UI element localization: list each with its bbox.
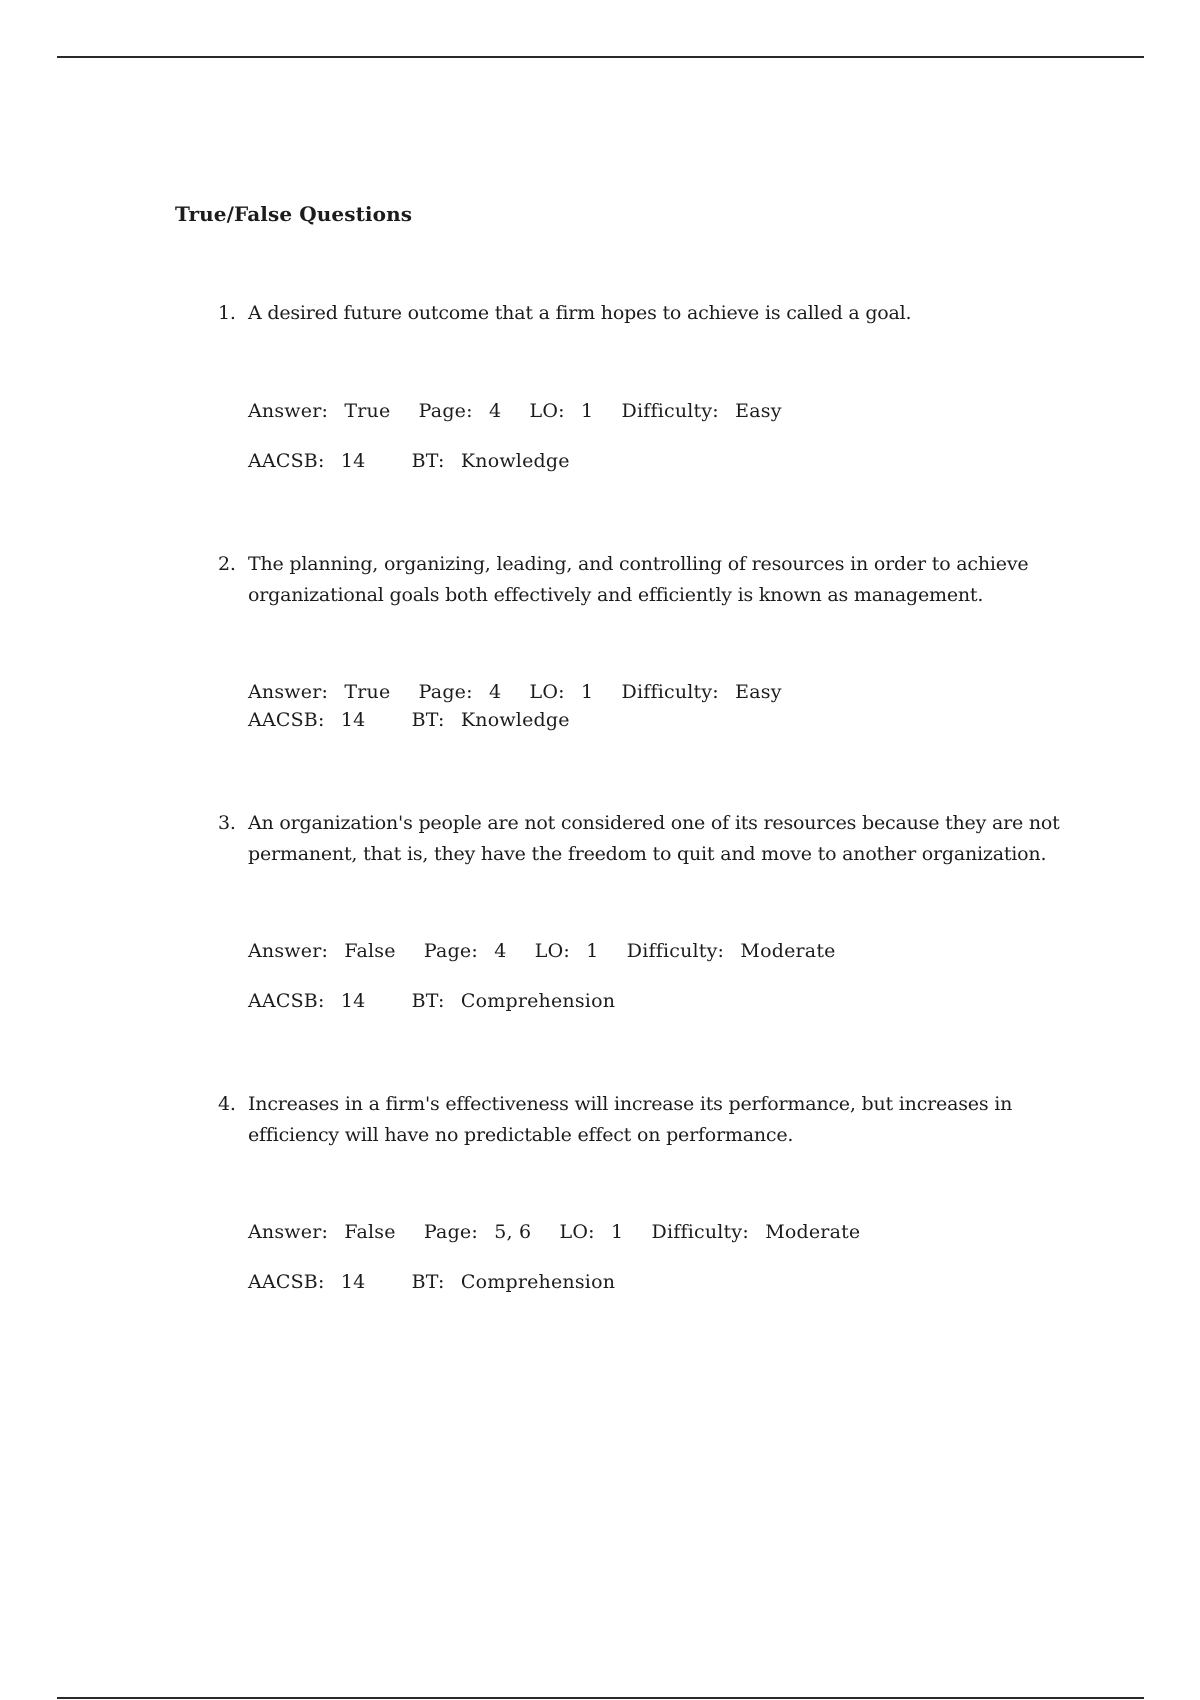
bt-label: BT: bbox=[411, 990, 445, 1012]
question-row bbox=[218, 298, 1098, 329]
classification-line bbox=[248, 1271, 615, 1293]
question-row bbox=[218, 549, 1098, 611]
bt-value: Comprehension bbox=[460, 990, 616, 1012]
lo-value: 1 bbox=[580, 400, 594, 422]
bt-label: BT: bbox=[411, 709, 445, 731]
question-text: An organization's people are not considered one of its resources because they are not permanent, that is, they have the freedom to quit and move to another organization. bbox=[248, 812, 1060, 865]
aacsb-value: 14 bbox=[340, 709, 366, 731]
answer-value: False bbox=[344, 1221, 396, 1243]
bt-value: Comprehension bbox=[460, 1271, 616, 1293]
aacsb-value: 14 bbox=[340, 990, 366, 1012]
page-label: Page: bbox=[423, 1221, 478, 1243]
page-value: 4 bbox=[488, 681, 502, 703]
difficulty-value: Easy bbox=[735, 681, 782, 703]
answer-line bbox=[248, 1221, 860, 1243]
lo-label: LO: bbox=[559, 1221, 595, 1243]
question-3 bbox=[218, 808, 1098, 1012]
difficulty-value: Easy bbox=[735, 400, 782, 422]
answer-label: Answer: bbox=[248, 400, 329, 422]
bt-value: Knowledge bbox=[460, 450, 570, 472]
aacsb-value: 14 bbox=[340, 450, 366, 472]
answer-value: True bbox=[344, 681, 391, 703]
top-rule bbox=[57, 56, 1144, 58]
question-number: 4. bbox=[218, 1093, 236, 1115]
difficulty-label: Difficulty: bbox=[621, 400, 719, 422]
difficulty-value: Moderate bbox=[765, 1221, 861, 1243]
page-label: Page: bbox=[418, 681, 473, 703]
difficulty-value: Moderate bbox=[740, 940, 836, 962]
question-1 bbox=[218, 298, 1098, 472]
answer-label: Answer: bbox=[248, 1221, 329, 1243]
question-2 bbox=[218, 549, 1098, 731]
aacsb-value: 14 bbox=[340, 1271, 366, 1293]
page-value: 4 bbox=[488, 400, 502, 422]
question-row bbox=[218, 1089, 1098, 1151]
page-value: 4 bbox=[494, 940, 507, 962]
question-row bbox=[218, 808, 1098, 870]
answer-value: True bbox=[344, 400, 391, 422]
aacsb-label: AACSB: bbox=[248, 450, 325, 472]
lo-label: LO: bbox=[529, 681, 565, 703]
aacsb-label: AACSB: bbox=[248, 1271, 325, 1293]
lo-value: 1 bbox=[586, 940, 599, 962]
page-value: 5, 6 bbox=[494, 1221, 532, 1243]
aacsb-label: AACSB: bbox=[248, 990, 325, 1012]
aacsb-label: AACSB: bbox=[248, 709, 325, 731]
bt-label: BT: bbox=[411, 1271, 445, 1293]
difficulty-label: Difficulty: bbox=[626, 940, 725, 962]
question-text: A desired future outcome that a firm hopes to achieve is called a goal. bbox=[248, 302, 912, 324]
answer-line bbox=[248, 681, 782, 703]
answer-line bbox=[248, 940, 836, 962]
difficulty-label: Difficulty: bbox=[621, 681, 719, 703]
classification-line bbox=[248, 709, 570, 731]
lo-label: LO: bbox=[534, 940, 570, 962]
question-text: Increases in a firm's effectiveness will increase its performance, but increases in efficiency will have no predictable effect on performance. bbox=[248, 1093, 1013, 1146]
bt-label: BT: bbox=[411, 450, 445, 472]
answer-line bbox=[248, 400, 782, 422]
bottom-rule bbox=[57, 1697, 1144, 1699]
question-text: The planning, organizing, leading, and controlling of resources in order to achieve organizational goals both effectively and efficiently is known as management. bbox=[248, 553, 1029, 606]
bt-value: Knowledge bbox=[460, 709, 570, 731]
classification-line bbox=[248, 990, 615, 1012]
answer-label: Answer: bbox=[248, 940, 329, 962]
page-label: Page: bbox=[418, 400, 473, 422]
question-number: 1. bbox=[218, 302, 236, 324]
section-title: True/False Questions bbox=[175, 202, 413, 226]
question-number: 3. bbox=[218, 812, 236, 834]
question-4 bbox=[218, 1089, 1098, 1293]
answer-label: Answer: bbox=[248, 681, 329, 703]
lo-value: 1 bbox=[580, 681, 594, 703]
difficulty-label: Difficulty: bbox=[651, 1221, 749, 1243]
lo-value: 1 bbox=[611, 1221, 624, 1243]
answer-value: False bbox=[344, 940, 396, 962]
lo-label: LO: bbox=[529, 400, 565, 422]
classification-line bbox=[248, 450, 570, 472]
question-number: 2. bbox=[218, 553, 236, 575]
page-label: Page: bbox=[423, 940, 478, 962]
